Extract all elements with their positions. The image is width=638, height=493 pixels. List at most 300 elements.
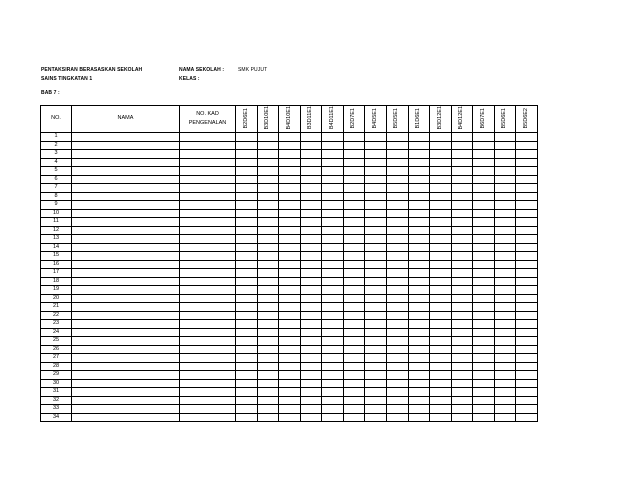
score-cell[interactable]: [408, 303, 430, 312]
score-cell[interactable]: [300, 311, 322, 320]
score-cell[interactable]: [494, 252, 516, 261]
score-cell[interactable]: [343, 158, 365, 167]
score-cell[interactable]: [236, 396, 258, 405]
score-cell[interactable]: [516, 413, 538, 422]
score-cell[interactable]: [236, 133, 258, 142]
score-cell[interactable]: [473, 167, 495, 176]
id-cell[interactable]: [180, 337, 236, 346]
score-cell[interactable]: [365, 413, 387, 422]
score-cell[interactable]: [322, 303, 344, 312]
score-cell[interactable]: [322, 277, 344, 286]
score-cell[interactable]: [365, 209, 387, 218]
score-cell[interactable]: [257, 388, 279, 397]
name-cell[interactable]: [72, 277, 180, 286]
score-cell[interactable]: [257, 235, 279, 244]
score-cell[interactable]: [516, 133, 538, 142]
score-cell[interactable]: [494, 303, 516, 312]
score-cell[interactable]: [322, 286, 344, 295]
score-cell[interactable]: [516, 218, 538, 227]
score-cell[interactable]: [279, 388, 301, 397]
score-cell[interactable]: [494, 286, 516, 295]
score-cell[interactable]: [451, 345, 473, 354]
score-cell[interactable]: [473, 184, 495, 193]
score-cell[interactable]: [343, 354, 365, 363]
score-cell[interactable]: [494, 218, 516, 227]
id-cell[interactable]: [180, 396, 236, 405]
score-cell[interactable]: [236, 303, 258, 312]
score-cell[interactable]: [430, 175, 452, 184]
score-cell[interactable]: [494, 269, 516, 278]
score-cell[interactable]: [279, 209, 301, 218]
score-cell[interactable]: [365, 218, 387, 227]
score-cell[interactable]: [473, 218, 495, 227]
score-cell[interactable]: [300, 303, 322, 312]
score-cell[interactable]: [365, 354, 387, 363]
score-cell[interactable]: [279, 405, 301, 414]
score-cell[interactable]: [516, 277, 538, 286]
score-cell[interactable]: [408, 320, 430, 329]
score-cell[interactable]: [322, 337, 344, 346]
score-cell[interactable]: [430, 158, 452, 167]
score-cell[interactable]: [494, 167, 516, 176]
score-cell[interactable]: [279, 396, 301, 405]
score-cell[interactable]: [300, 184, 322, 193]
id-cell[interactable]: [180, 345, 236, 354]
score-cell[interactable]: [322, 209, 344, 218]
score-cell[interactable]: [236, 226, 258, 235]
score-cell[interactable]: [365, 260, 387, 269]
score-cell[interactable]: [451, 311, 473, 320]
id-cell[interactable]: [180, 371, 236, 380]
score-cell[interactable]: [494, 260, 516, 269]
score-cell[interactable]: [386, 141, 408, 150]
score-cell[interactable]: [494, 371, 516, 380]
score-cell[interactable]: [473, 294, 495, 303]
score-cell[interactable]: [430, 277, 452, 286]
score-cell[interactable]: [236, 218, 258, 227]
score-cell[interactable]: [386, 362, 408, 371]
name-cell[interactable]: [72, 209, 180, 218]
score-cell[interactable]: [365, 311, 387, 320]
score-cell[interactable]: [408, 192, 430, 201]
score-cell[interactable]: [279, 345, 301, 354]
score-cell[interactable]: [365, 158, 387, 167]
score-cell[interactable]: [408, 337, 430, 346]
score-cell[interactable]: [343, 192, 365, 201]
score-cell[interactable]: [300, 269, 322, 278]
name-cell[interactable]: [72, 379, 180, 388]
score-cell[interactable]: [516, 141, 538, 150]
score-cell[interactable]: [236, 175, 258, 184]
score-cell[interactable]: [386, 328, 408, 337]
score-cell[interactable]: [430, 260, 452, 269]
score-cell[interactable]: [516, 362, 538, 371]
score-cell[interactable]: [494, 337, 516, 346]
id-cell[interactable]: [180, 209, 236, 218]
score-cell[interactable]: [257, 192, 279, 201]
score-cell[interactable]: [408, 277, 430, 286]
score-cell[interactable]: [494, 328, 516, 337]
score-cell[interactable]: [343, 328, 365, 337]
score-cell[interactable]: [236, 345, 258, 354]
score-cell[interactable]: [516, 388, 538, 397]
score-cell[interactable]: [451, 150, 473, 159]
score-cell[interactable]: [386, 294, 408, 303]
name-cell[interactable]: [72, 192, 180, 201]
score-cell[interactable]: [494, 396, 516, 405]
score-cell[interactable]: [516, 243, 538, 252]
name-cell[interactable]: [72, 320, 180, 329]
score-cell[interactable]: [279, 167, 301, 176]
score-cell[interactable]: [322, 260, 344, 269]
score-cell[interactable]: [386, 303, 408, 312]
score-cell[interactable]: [236, 388, 258, 397]
score-cell[interactable]: [451, 133, 473, 142]
score-cell[interactable]: [279, 235, 301, 244]
score-cell[interactable]: [343, 303, 365, 312]
score-cell[interactable]: [365, 141, 387, 150]
score-cell[interactable]: [257, 260, 279, 269]
score-cell[interactable]: [300, 413, 322, 422]
score-cell[interactable]: [451, 269, 473, 278]
score-cell[interactable]: [322, 141, 344, 150]
score-cell[interactable]: [494, 362, 516, 371]
score-cell[interactable]: [365, 243, 387, 252]
score-cell[interactable]: [300, 405, 322, 414]
score-cell[interactable]: [365, 201, 387, 210]
score-cell[interactable]: [408, 294, 430, 303]
score-cell[interactable]: [300, 150, 322, 159]
score-cell[interactable]: [516, 192, 538, 201]
score-cell[interactable]: [257, 362, 279, 371]
score-cell[interactable]: [386, 286, 408, 295]
score-cell[interactable]: [365, 371, 387, 380]
score-cell[interactable]: [365, 150, 387, 159]
score-cell[interactable]: [408, 226, 430, 235]
score-cell[interactable]: [408, 184, 430, 193]
score-cell[interactable]: [279, 269, 301, 278]
score-cell[interactable]: [300, 294, 322, 303]
score-cell[interactable]: [451, 328, 473, 337]
score-cell[interactable]: [300, 337, 322, 346]
name-cell[interactable]: [72, 150, 180, 159]
name-cell[interactable]: [72, 167, 180, 176]
score-cell[interactable]: [322, 362, 344, 371]
score-cell[interactable]: [516, 294, 538, 303]
score-cell[interactable]: [386, 260, 408, 269]
score-cell[interactable]: [365, 133, 387, 142]
score-cell[interactable]: [494, 388, 516, 397]
score-cell[interactable]: [343, 371, 365, 380]
score-cell[interactable]: [430, 413, 452, 422]
score-cell[interactable]: [322, 371, 344, 380]
score-cell[interactable]: [257, 345, 279, 354]
score-cell[interactable]: [279, 294, 301, 303]
id-cell[interactable]: [180, 252, 236, 261]
score-cell[interactable]: [279, 354, 301, 363]
id-cell[interactable]: [180, 260, 236, 269]
name-cell[interactable]: [72, 328, 180, 337]
score-cell[interactable]: [451, 252, 473, 261]
name-cell[interactable]: [72, 158, 180, 167]
score-cell[interactable]: [494, 150, 516, 159]
score-cell[interactable]: [430, 328, 452, 337]
score-cell[interactable]: [343, 175, 365, 184]
score-cell[interactable]: [473, 141, 495, 150]
score-cell[interactable]: [343, 260, 365, 269]
score-cell[interactable]: [451, 388, 473, 397]
score-cell[interactable]: [257, 396, 279, 405]
score-cell[interactable]: [451, 286, 473, 295]
score-cell[interactable]: [516, 260, 538, 269]
score-cell[interactable]: [279, 413, 301, 422]
score-cell[interactable]: [322, 243, 344, 252]
score-cell[interactable]: [473, 209, 495, 218]
score-cell[interactable]: [365, 345, 387, 354]
score-cell[interactable]: [365, 184, 387, 193]
score-cell[interactable]: [365, 405, 387, 414]
score-cell[interactable]: [365, 379, 387, 388]
id-cell[interactable]: [180, 277, 236, 286]
score-cell[interactable]: [451, 303, 473, 312]
score-cell[interactable]: [236, 311, 258, 320]
score-cell[interactable]: [343, 388, 365, 397]
score-cell[interactable]: [365, 286, 387, 295]
score-cell[interactable]: [343, 201, 365, 210]
score-cell[interactable]: [279, 303, 301, 312]
score-cell[interactable]: [236, 167, 258, 176]
score-cell[interactable]: [343, 345, 365, 354]
score-cell[interactable]: [516, 175, 538, 184]
score-cell[interactable]: [516, 286, 538, 295]
score-cell[interactable]: [408, 388, 430, 397]
score-cell[interactable]: [343, 277, 365, 286]
score-cell[interactable]: [365, 337, 387, 346]
score-cell[interactable]: [365, 362, 387, 371]
score-cell[interactable]: [236, 379, 258, 388]
score-cell[interactable]: [408, 362, 430, 371]
name-cell[interactable]: [72, 405, 180, 414]
score-cell[interactable]: [279, 320, 301, 329]
id-cell[interactable]: [180, 226, 236, 235]
score-cell[interactable]: [451, 405, 473, 414]
score-cell[interactable]: [300, 201, 322, 210]
score-cell[interactable]: [300, 277, 322, 286]
score-cell[interactable]: [408, 286, 430, 295]
score-cell[interactable]: [473, 320, 495, 329]
score-cell[interactable]: [473, 243, 495, 252]
score-cell[interactable]: [386, 184, 408, 193]
score-cell[interactable]: [494, 175, 516, 184]
score-cell[interactable]: [473, 175, 495, 184]
score-cell[interactable]: [430, 201, 452, 210]
score-cell[interactable]: [516, 405, 538, 414]
score-cell[interactable]: [236, 235, 258, 244]
score-cell[interactable]: [279, 252, 301, 261]
score-cell[interactable]: [430, 286, 452, 295]
id-cell[interactable]: [180, 269, 236, 278]
score-cell[interactable]: [473, 362, 495, 371]
score-cell[interactable]: [408, 345, 430, 354]
score-cell[interactable]: [494, 413, 516, 422]
score-cell[interactable]: [386, 320, 408, 329]
score-cell[interactable]: [257, 354, 279, 363]
score-cell[interactable]: [451, 354, 473, 363]
name-cell[interactable]: [72, 175, 180, 184]
score-cell[interactable]: [494, 209, 516, 218]
score-cell[interactable]: [473, 158, 495, 167]
score-cell[interactable]: [322, 396, 344, 405]
name-cell[interactable]: [72, 311, 180, 320]
score-cell[interactable]: [236, 150, 258, 159]
score-cell[interactable]: [279, 277, 301, 286]
score-cell[interactable]: [365, 320, 387, 329]
id-cell[interactable]: [180, 218, 236, 227]
score-cell[interactable]: [257, 320, 279, 329]
id-cell[interactable]: [180, 243, 236, 252]
score-cell[interactable]: [343, 405, 365, 414]
score-cell[interactable]: [408, 354, 430, 363]
score-cell[interactable]: [300, 209, 322, 218]
id-cell[interactable]: [180, 141, 236, 150]
score-cell[interactable]: [257, 277, 279, 286]
score-cell[interactable]: [236, 337, 258, 346]
score-cell[interactable]: [386, 150, 408, 159]
score-cell[interactable]: [279, 286, 301, 295]
score-cell[interactable]: [257, 413, 279, 422]
score-cell[interactable]: [279, 371, 301, 380]
score-cell[interactable]: [257, 226, 279, 235]
score-cell[interactable]: [430, 405, 452, 414]
score-cell[interactable]: [430, 345, 452, 354]
score-cell[interactable]: [365, 303, 387, 312]
score-cell[interactable]: [322, 226, 344, 235]
score-cell[interactable]: [257, 158, 279, 167]
score-cell[interactable]: [516, 252, 538, 261]
score-cell[interactable]: [494, 235, 516, 244]
score-cell[interactable]: [257, 337, 279, 346]
name-cell[interactable]: [72, 269, 180, 278]
score-cell[interactable]: [279, 362, 301, 371]
score-cell[interactable]: [408, 371, 430, 380]
score-cell[interactable]: [279, 201, 301, 210]
score-cell[interactable]: [408, 311, 430, 320]
score-cell[interactable]: [343, 133, 365, 142]
score-cell[interactable]: [451, 413, 473, 422]
name-cell[interactable]: [72, 345, 180, 354]
score-cell[interactable]: [473, 150, 495, 159]
score-cell[interactable]: [236, 277, 258, 286]
score-cell[interactable]: [516, 150, 538, 159]
score-cell[interactable]: [430, 252, 452, 261]
name-cell[interactable]: [72, 337, 180, 346]
score-cell[interactable]: [430, 269, 452, 278]
score-cell[interactable]: [279, 328, 301, 337]
score-cell[interactable]: [408, 243, 430, 252]
score-cell[interactable]: [516, 235, 538, 244]
score-cell[interactable]: [516, 184, 538, 193]
name-cell[interactable]: [72, 141, 180, 150]
score-cell[interactable]: [430, 243, 452, 252]
score-cell[interactable]: [386, 133, 408, 142]
score-cell[interactable]: [386, 209, 408, 218]
score-cell[interactable]: [516, 371, 538, 380]
score-cell[interactable]: [451, 294, 473, 303]
score-cell[interactable]: [494, 320, 516, 329]
name-cell[interactable]: [72, 226, 180, 235]
score-cell[interactable]: [516, 209, 538, 218]
score-cell[interactable]: [236, 294, 258, 303]
score-cell[interactable]: [408, 175, 430, 184]
score-cell[interactable]: [516, 269, 538, 278]
score-cell[interactable]: [322, 345, 344, 354]
score-cell[interactable]: [322, 311, 344, 320]
score-cell[interactable]: [408, 413, 430, 422]
id-cell[interactable]: [180, 303, 236, 312]
score-cell[interactable]: [386, 345, 408, 354]
score-cell[interactable]: [516, 379, 538, 388]
score-cell[interactable]: [279, 379, 301, 388]
score-cell[interactable]: [386, 192, 408, 201]
score-cell[interactable]: [494, 201, 516, 210]
score-cell[interactable]: [494, 192, 516, 201]
name-cell[interactable]: [72, 354, 180, 363]
id-cell[interactable]: [180, 405, 236, 414]
score-cell[interactable]: [451, 277, 473, 286]
score-cell[interactable]: [322, 379, 344, 388]
score-cell[interactable]: [257, 303, 279, 312]
score-cell[interactable]: [322, 150, 344, 159]
score-cell[interactable]: [494, 379, 516, 388]
score-cell[interactable]: [473, 354, 495, 363]
score-cell[interactable]: [257, 150, 279, 159]
score-cell[interactable]: [343, 286, 365, 295]
score-cell[interactable]: [236, 184, 258, 193]
score-cell[interactable]: [257, 371, 279, 380]
score-cell[interactable]: [516, 396, 538, 405]
score-cell[interactable]: [408, 328, 430, 337]
id-cell[interactable]: [180, 192, 236, 201]
score-cell[interactable]: [408, 141, 430, 150]
score-cell[interactable]: [279, 226, 301, 235]
name-cell[interactable]: [72, 133, 180, 142]
score-cell[interactable]: [343, 150, 365, 159]
score-cell[interactable]: [279, 175, 301, 184]
score-cell[interactable]: [451, 184, 473, 193]
score-cell[interactable]: [473, 311, 495, 320]
score-cell[interactable]: [279, 311, 301, 320]
score-cell[interactable]: [300, 328, 322, 337]
name-cell[interactable]: [72, 294, 180, 303]
score-cell[interactable]: [516, 345, 538, 354]
score-cell[interactable]: [322, 269, 344, 278]
score-cell[interactable]: [257, 311, 279, 320]
score-cell[interactable]: [343, 337, 365, 346]
score-cell[interactable]: [279, 133, 301, 142]
score-cell[interactable]: [322, 235, 344, 244]
score-cell[interactable]: [257, 201, 279, 210]
name-cell[interactable]: [72, 396, 180, 405]
name-cell[interactable]: [72, 235, 180, 244]
score-cell[interactable]: [386, 235, 408, 244]
score-cell[interactable]: [451, 243, 473, 252]
score-cell[interactable]: [322, 320, 344, 329]
score-cell[interactable]: [257, 379, 279, 388]
score-cell[interactable]: [300, 192, 322, 201]
score-cell[interactable]: [322, 133, 344, 142]
score-cell[interactable]: [257, 328, 279, 337]
score-cell[interactable]: [430, 150, 452, 159]
